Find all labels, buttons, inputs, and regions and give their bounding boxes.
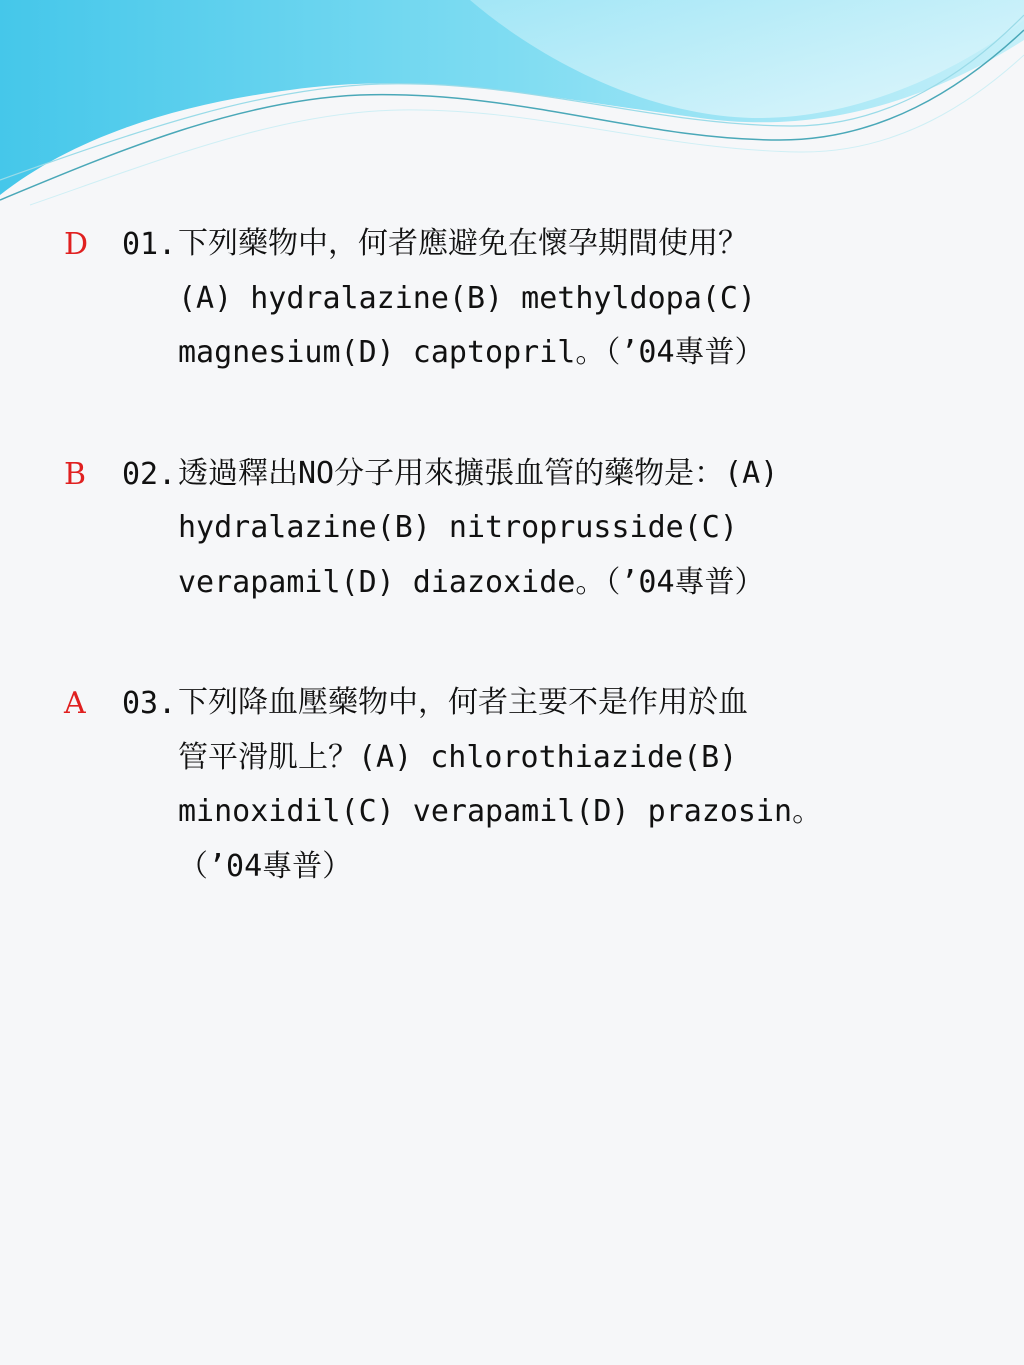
question-number: 03. <box>122 686 177 721</box>
question-number: 01. <box>122 227 177 262</box>
question-line: verapamil(D) diazoxide。（’04專普） <box>178 564 765 600</box>
question-line: minoxidil(C) verapamil(D) prazosin。 <box>178 794 823 829</box>
answer-key: D <box>64 227 89 262</box>
question-line: hydralazine(B) nitroprusside(C) <box>178 510 738 545</box>
question-number: 02. <box>122 456 177 492</box>
question-item <box>0 664 1024 894</box>
question-line: 管平滑肌上？(A) chlorothiazide(B) <box>178 739 738 775</box>
question-line: （’04專普） <box>178 848 353 884</box>
question-item <box>0 435 1024 611</box>
question-line: magnesium(D) captopril。（’04專普） <box>178 335 765 370</box>
question-list <box>0 205 1024 948</box>
header-wave-decoration <box>0 0 1024 210</box>
question-line: (A) hydralazine(B) methyldopa(C) <box>178 280 756 316</box>
answer-key: A <box>64 686 86 721</box>
question-item <box>0 205 1024 381</box>
question-line: 下列藥物中，何者應避免在懷孕期間使用？ <box>178 226 748 261</box>
answer-key: B <box>64 456 87 492</box>
question-line: 下列降血壓藥物中，何者主要不是作用於血 <box>178 685 748 720</box>
question-text <box>178 205 938 381</box>
question-text <box>178 435 938 611</box>
question-text <box>178 664 938 894</box>
question-line: 透過釋出NO分子用來擴張血管的藥物是：(A) <box>178 455 779 491</box>
